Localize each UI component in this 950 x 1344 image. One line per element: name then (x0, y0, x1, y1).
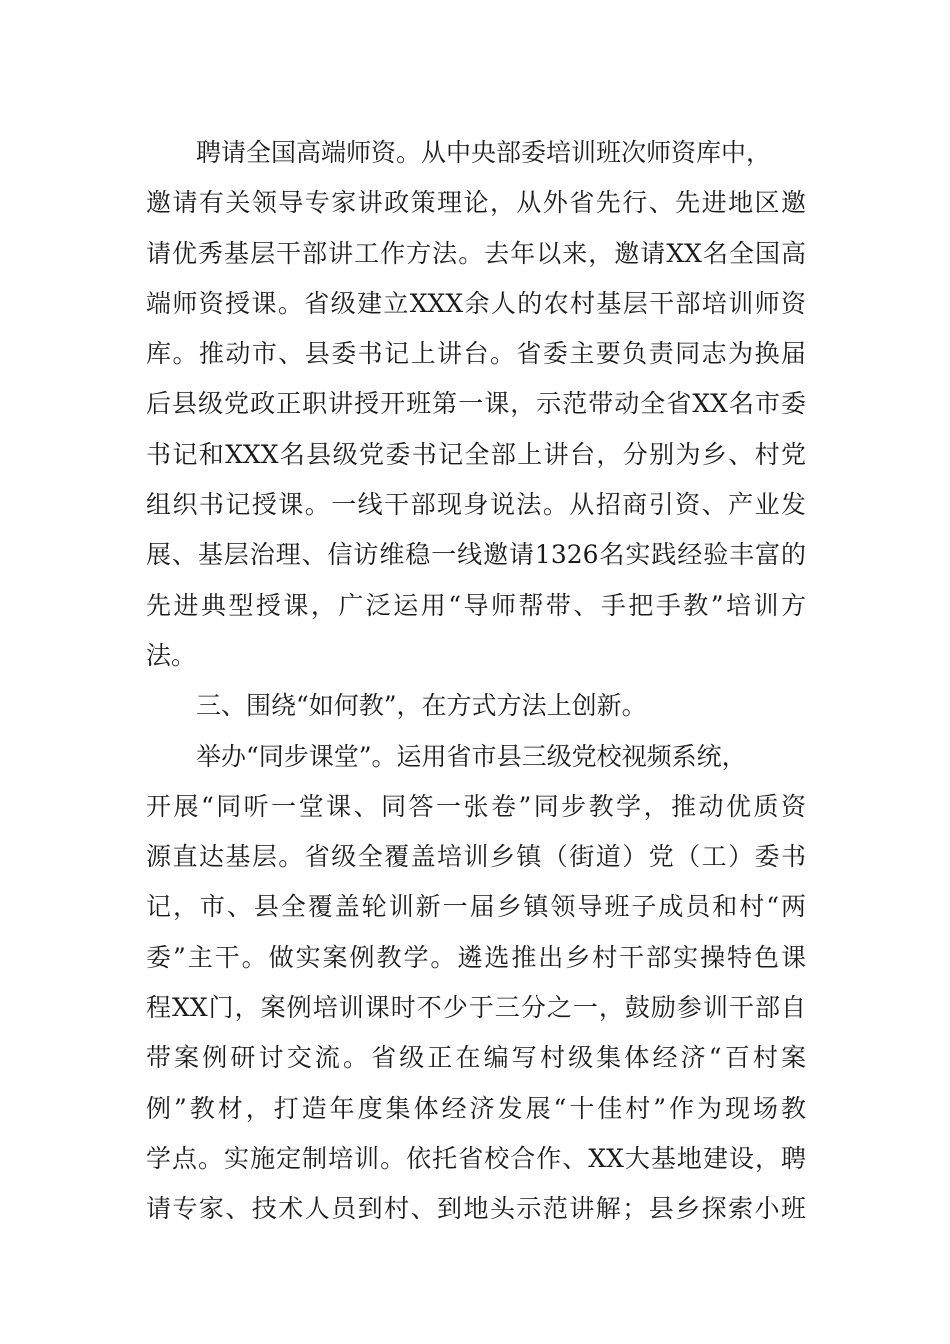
paragraph-line: 例”教材，打造年度集体经济发展“十佳村”作为现场教 (146, 1093, 806, 1123)
paragraph-line: 库。推动市、县委书记上讲台。省委主要负责同志为换届 (146, 339, 806, 369)
paragraph-line: 后县级党政正职讲授开班第一课，示范带动全省XX名市委 (146, 389, 806, 419)
paragraph-line: 组织书记授课。一线干部现身说法。从招商引资、产业发 (146, 490, 806, 520)
paragraph-line: 记，市、县全覆盖轮训新一届乡镇领导班子成员和村“两 (146, 892, 806, 922)
paragraph-line: 带案例研讨交流。省级正在编写村级集体经济“百村案 (146, 1043, 806, 1073)
paragraph-line: 请专家、技术人员到村、到地头示范讲解；县乡探索小班 (146, 1194, 806, 1224)
paragraph-line: 法。 (146, 640, 197, 670)
paragraph-line: 展、基层治理、信访维稳一线邀请1326名实践经验丰富的 (146, 540, 806, 570)
paragraph-line: 书记和XXX名县级党委书记全部上讲台，分别为乡、村党 (146, 439, 806, 469)
section-heading: 三、围绕“如何教”，在方式方法上创新。 (196, 691, 647, 721)
paragraph-line: 源直达基层。省级全覆盖培训乡镇（街道）党（工）委书 (146, 842, 806, 872)
paragraph-line: 端师资授课。省级建立XXX余人的农村基层干部培训师资 (146, 288, 806, 318)
paragraph-line: 学点。实施定制培训。依托省校合作、XX大基地建设，聘 (146, 1143, 806, 1173)
paragraph-line: 聘请全国高端师资。从中央部委培训班次师资库中， (196, 138, 772, 167)
paragraph-line: 邀请有关领导专家讲政策理论，从外省先行、先进地区邀 (146, 188, 806, 218)
paragraph-line: 委”主干。做实案例教学。遴选推出乡村干部实操特色课 (146, 942, 806, 972)
paragraph-line: 举办“同步课堂”。运用省市县三级党校视频系统， (196, 741, 747, 771)
document-body (146, 128, 806, 1235)
paragraph-line: 请优秀基层干部讲工作方法。去年以来，邀请XX名全国高 (146, 238, 806, 268)
paragraph-line: 开展“同听一堂课、同答一张卷”同步教学，推动优质资 (146, 791, 806, 821)
paragraph-line: 先进典型授课，广泛运用“导师帮带、手把手教”培训方 (146, 590, 806, 620)
paragraph-line: 程XX门，案例培训课时不少于三分之一，鼓励参训干部自 (146, 993, 806, 1023)
